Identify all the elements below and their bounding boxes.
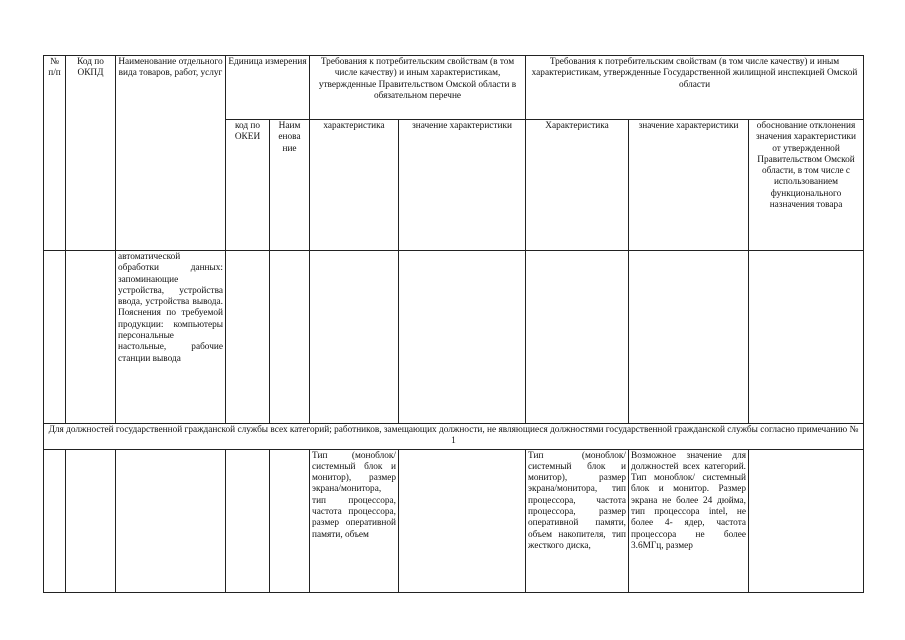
header-justification: обоснование отклонения значения характеристики от утвержденной Правительством Омской области, в том числе с использованием функционального назначения товара <box>749 120 864 251</box>
header-char-insp: Характеристика <box>526 120 629 251</box>
cell-empty <box>226 251 270 424</box>
cell-empty <box>270 251 310 424</box>
cell-empty <box>44 251 66 424</box>
val-insp-cell: Возможное значение для должностей всех категорий. Тип моноблок/ системный блок и монитор. Размер экрана не более 24 дюйма, тип процессора intel, не более 4- ядер, частота процессора не более 3.6МГц, размер <box>629 449 749 592</box>
header-okei: код по ОКЕИ <box>226 120 270 251</box>
header-val-gov: значение характеристики <box>399 120 526 251</box>
document-sheet <box>43 55 863 593</box>
header-req-insp: Требования к потребительским свойствам (в том числе качеству) и иным характеристикам, утвержденные Государственной жилищной инспекцией Омской области <box>526 56 864 120</box>
table-row <box>44 251 864 424</box>
header-req-gov: Требования к потребительским свойствам (в том числе качеству) и иным характеристикам, утвержденные Правительством Омской области в обязательном перечне <box>310 56 526 120</box>
char-insp-cell: Тип (моноблок/системный блок и монитор), размер экрана/монитора, тип процессора, частота процессора, размер оперативной памяти, объем накопителя, тип жесткого диска, <box>526 449 629 592</box>
header-name: Наименование отдельного вида товаров, работ, услуг <box>116 56 226 251</box>
item-name-continued: автоматической обработки данных: запоминающие устройства, устройства ввода, устройства вывода. Пояснения по требуемой продукции: компьютеры персональные настольные, рабочие станции вывода <box>116 251 226 424</box>
cell-empty <box>66 251 116 424</box>
cell-empty <box>749 251 864 424</box>
cell-empty <box>44 449 66 592</box>
cell-empty <box>749 449 864 592</box>
header-okpd: Код по ОКПД <box>66 56 116 251</box>
header-num: № п/п <box>44 56 66 251</box>
cell-empty <box>66 449 116 592</box>
header-val-insp: значение характеристики <box>629 120 749 251</box>
header-unit-name: Наим енова ние <box>270 120 310 251</box>
table-row <box>44 449 864 592</box>
cell-empty <box>226 449 270 592</box>
category-band-row <box>44 424 864 450</box>
cell-empty <box>116 449 226 592</box>
cell-empty <box>399 251 526 424</box>
requirements-table <box>43 55 864 593</box>
category-note: Для должностей государственной гражданской службы всех категорий; работников, замещающих должности, не являющиеся должностями государственной гражданской службы согласно примечанию № 1 <box>44 424 864 450</box>
cell-empty <box>270 449 310 592</box>
header-row-top <box>44 56 864 120</box>
header-unit: Единица измерения <box>226 56 310 120</box>
cell-empty <box>310 251 399 424</box>
header-char-gov: характеристика <box>310 120 399 251</box>
char-gov-cell: Тип (моноблок/системный блок и монитор), размер экрана/монитора, тип процессора, частота процессора, размер оперативной памяти, объем <box>310 449 399 592</box>
cell-empty <box>399 449 526 592</box>
cell-empty <box>526 251 629 424</box>
cell-empty <box>629 251 749 424</box>
